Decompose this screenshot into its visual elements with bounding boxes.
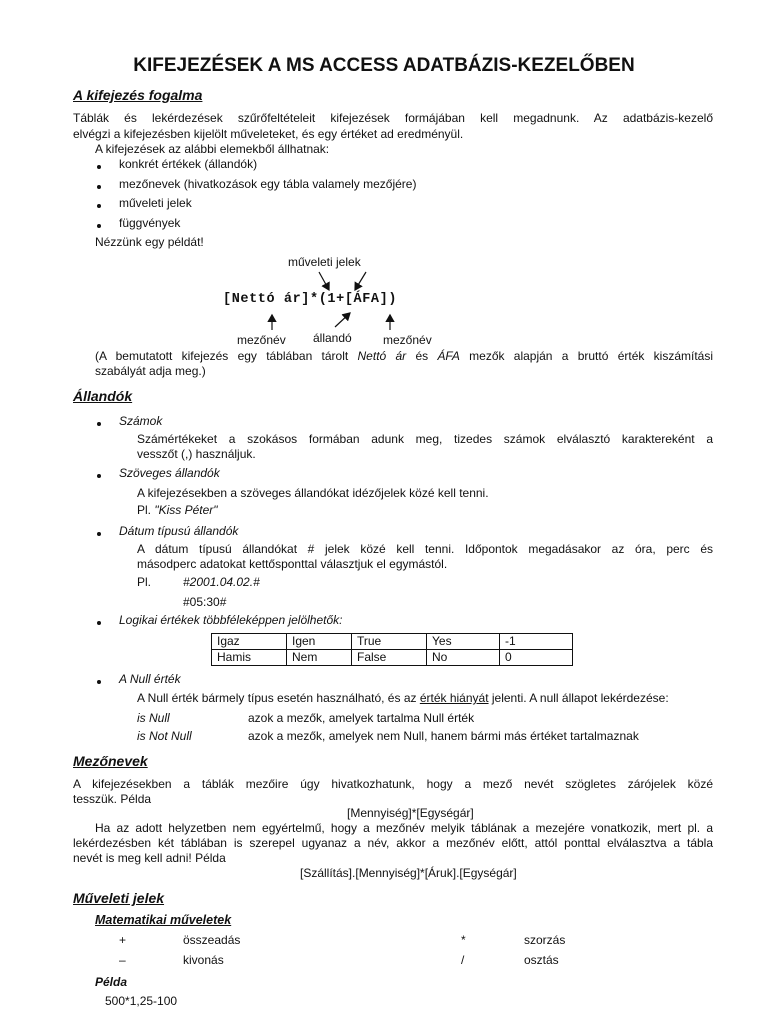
paragraph-line: másodperc adatokat kettősponttal választjuk el egymástól. bbox=[137, 557, 448, 571]
paragraph-line: A kifejezések az alábbi elemekből állhatnak: bbox=[95, 142, 330, 156]
note-line: szabályát adja meg.) bbox=[95, 364, 206, 378]
list-item: függvények bbox=[119, 216, 181, 230]
text-example: Pl. "Kiss Péter" bbox=[137, 503, 218, 517]
operator-name: kivonás bbox=[183, 953, 224, 967]
bullet bbox=[97, 680, 101, 684]
table-cell: Yes bbox=[427, 634, 500, 650]
is-null-desc: azok a mezők, amelyek tartalma Null érték bbox=[248, 711, 475, 725]
diagram-expression: [Nettó ár]*(1+[ÁFA]) bbox=[223, 292, 398, 307]
table-cell: Igen bbox=[287, 634, 352, 650]
paragraph-line: Ha az adott helyzetben nem egyértelmű, hogy a mezőnév melyik táblának a mezejére vonatkozik, mert pl. a bbox=[95, 821, 713, 835]
logic-values-table bbox=[211, 633, 573, 666]
subheading-math-operators: Matematikai műveletek bbox=[95, 913, 232, 927]
list-item: műveleti jelek bbox=[119, 196, 192, 210]
operator-symbol: / bbox=[461, 953, 465, 967]
diagram-label-constant: állandó bbox=[313, 331, 352, 345]
example-label: Példa bbox=[95, 975, 128, 989]
table-row bbox=[212, 634, 573, 650]
is-null-term: is Null bbox=[137, 711, 170, 725]
operator-symbol: – bbox=[119, 953, 126, 967]
bullet bbox=[97, 422, 101, 426]
paragraph-line: A kifejezésekben a szöveges állandókat idézőjelek közé kell tenni. bbox=[137, 486, 489, 500]
section-heading-operators: Műveleti jelek bbox=[73, 890, 165, 906]
paragraph-line: A Null érték bármely típus esetén használható, és az érték hiányát jelenti. A null állapot lekérdezése: bbox=[137, 691, 669, 705]
date-example-label: Pl. bbox=[137, 575, 152, 589]
section-heading-constants: Állandók bbox=[73, 388, 133, 404]
null-value-title: A Null érték bbox=[119, 672, 181, 686]
paragraph-line: lekérdezésben két táblában is szerepel ugyanaz a név, akkor a mezőnév előtt, attól ponttal elválasztva a tábla bbox=[73, 836, 713, 850]
bullet bbox=[97, 474, 101, 478]
table-cell: 0 bbox=[500, 650, 573, 666]
field-example: [Mennyiség]*[Egységár] bbox=[347, 806, 474, 820]
numbers-title: Számok bbox=[119, 414, 163, 428]
list-item: konkrét értékek (állandók) bbox=[119, 157, 258, 171]
table-row bbox=[212, 650, 573, 666]
table-cell: -1 bbox=[500, 634, 573, 650]
is-not-null-desc: azok a mezők, amelyek nem Null, hanem bármi más értéket tartalmaznak bbox=[248, 729, 639, 743]
date-constants-title: Dátum típusú állandók bbox=[119, 524, 239, 538]
paragraph-line: Táblák és lekérdezések szűrőfeltételeit kifejezések formájában kell megadnunk. Az adatbázis-kezelő bbox=[73, 111, 713, 125]
note-line: (A bemutatott kifejezés egy táblában tárolt Nettó ár és ÁFA mezők alapján a bruttó érték kiszámítási bbox=[95, 349, 713, 363]
text-constants-title: Szöveges állandók bbox=[119, 466, 220, 480]
paragraph-line: A kifejezésekben a táblák mezőire úgy hivatkozhatunk, hogy a mező nevét szögletes zárójelek közé bbox=[73, 777, 713, 791]
paragraph-line: Számértékeket a szokásos formában adunk meg, tizedes számok elválasztó karaktereként a bbox=[137, 432, 713, 446]
operator-name: szorzás bbox=[524, 933, 566, 947]
diagram-label-operators: műveleti jelek bbox=[288, 255, 361, 269]
list-item: mezőnevek (hivatkozások egy tábla valamely mezőjére) bbox=[119, 177, 417, 191]
paragraph-line: vesszőt (,) használjuk. bbox=[137, 447, 256, 461]
table-cell: True bbox=[352, 634, 427, 650]
operator-symbol: * bbox=[461, 933, 466, 947]
section-heading-definition: A kifejezés fogalma bbox=[73, 87, 203, 103]
paragraph-line: tesszük. Példa bbox=[73, 792, 152, 806]
date-example: #2001.04.02.# bbox=[183, 575, 260, 589]
section-heading-field-names: Mezőnevek bbox=[73, 753, 148, 769]
table-cell: No bbox=[427, 650, 500, 666]
diagram-label-field: mezőnév bbox=[237, 333, 286, 347]
table-cell: False bbox=[352, 650, 427, 666]
page-title: KIFEJEZÉSEK A MS ACCESS ADATBÁZIS-KEZELŐBEN bbox=[133, 55, 635, 76]
bullet bbox=[97, 532, 101, 536]
qualified-field-example: [Szállítás].[Mennyiség]*[Áruk].[Egységár] bbox=[300, 866, 517, 880]
diagram-label-field: mezőnév bbox=[383, 333, 432, 347]
operator-name: összeadás bbox=[183, 933, 241, 947]
paragraph-line: Nézzünk egy példát! bbox=[95, 235, 204, 249]
table-cell: Igaz bbox=[212, 634, 287, 650]
paragraph-line: nevét is meg kell adni! Példa bbox=[73, 851, 226, 865]
paragraph-line: elvégzi a kifejezésben kijelölt műveleteket, és egy értéket ad eredményül. bbox=[73, 127, 464, 141]
paragraph-line: A dátum típusú állandókat # jelek közé kell tenni. Időpontok megadásakor az óra, perc és bbox=[137, 542, 713, 556]
is-not-null-term: is Not Null bbox=[137, 729, 192, 743]
operator-name: osztás bbox=[524, 953, 559, 967]
table-cell: Hamis bbox=[212, 650, 287, 666]
time-example: #05:30# bbox=[183, 595, 227, 609]
table-cell: Nem bbox=[287, 650, 352, 666]
bullet bbox=[97, 621, 101, 625]
example-expression: 500*1,25-100 bbox=[105, 994, 178, 1008]
logic-values-title: Logikai értékek többféleképpen jelölhetők: bbox=[119, 613, 343, 627]
operator-symbol: + bbox=[119, 933, 127, 947]
